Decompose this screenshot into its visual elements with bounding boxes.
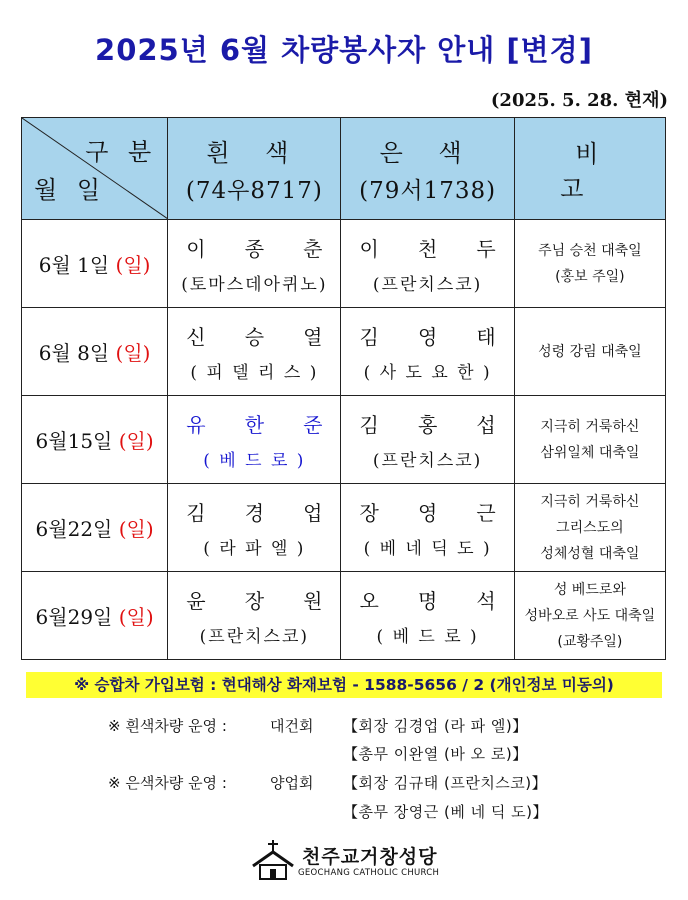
note-cell	[514, 572, 665, 660]
baptismal-name: (토마스데아퀴노)	[181, 274, 328, 295]
table-header-row	[22, 118, 666, 220]
name-char: 경	[244, 500, 265, 525]
baptismal-name: (프란치스코)	[372, 274, 483, 295]
baptismal-name: ( 사 도 요 한 )	[363, 362, 492, 383]
note-line: 삼위일체 대축일	[540, 444, 640, 461]
name-char: 장	[359, 500, 379, 525]
church-icon	[250, 838, 296, 882]
white-car-name: 흰 색	[206, 138, 303, 167]
name-char: 홍	[417, 412, 438, 437]
name-char: 종	[244, 236, 265, 261]
note-cell	[514, 308, 665, 396]
name-char: 열	[303, 324, 323, 349]
name-char: 이	[186, 236, 206, 261]
name-char: 석	[476, 588, 496, 613]
note-line: 그리스도의	[556, 519, 624, 536]
baptismal-name: ( 베 드 로 )	[203, 450, 306, 471]
baptismal-name: ( 라 파 엘 )	[203, 538, 306, 559]
table-row	[22, 308, 666, 396]
insurance-notice: ※ 승합차 가입보험 : 현대해상 화재보험 - 1588-5656 / 2 (개인정보 미동의)	[26, 672, 662, 698]
volunteer-name	[341, 497, 513, 526]
baptismal-name: ( 피 델 리 스 )	[190, 362, 319, 383]
church-name-english: GEOCHANG CATHOLIC CHURCH	[298, 868, 440, 878]
name-char: 장	[244, 588, 265, 613]
note-line: 성 베드로와	[553, 581, 626, 598]
name-char: 김	[359, 324, 379, 349]
note-line: 지극히 거룩하신	[540, 493, 640, 510]
volunteer-name	[341, 409, 513, 438]
white-operation-group: 대건회	[270, 717, 314, 735]
baptismal-name: (프란치스코)	[199, 626, 310, 647]
name-char: 한	[244, 412, 265, 437]
name-char: 승	[244, 324, 265, 349]
note-cell	[514, 220, 665, 308]
white-car-volunteer-cell	[168, 396, 341, 484]
white-car-volunteer-cell	[168, 484, 341, 572]
name-char: 신	[186, 324, 206, 349]
date-text: 6월29일	[35, 605, 119, 629]
day-of-week: (일)	[118, 605, 154, 629]
date-cell	[22, 308, 168, 396]
volunteer-name	[341, 233, 513, 262]
note-line: 지극히 거룩하신	[540, 418, 640, 435]
volunteer-name	[168, 409, 340, 438]
baptismal-name: (프란치스코)	[372, 450, 483, 471]
date-cell	[22, 220, 168, 308]
silver-car-volunteer-cell	[341, 396, 514, 484]
white-operation-president: 【회장 김경업 (라 파 엘)】	[343, 717, 528, 735]
note-cell	[514, 484, 665, 572]
note-header-label: 비 고	[560, 139, 635, 203]
white-operation-label: ※ 흰색차량 운영 :	[108, 717, 227, 735]
note-header	[514, 118, 665, 220]
volunteer-name	[341, 585, 513, 614]
white-car-volunteer-cell	[168, 308, 341, 396]
note-line: 성체성혈 대축일	[540, 545, 640, 562]
note-line: 주님 승천 대축일	[538, 242, 642, 259]
date-label: 월 일	[34, 176, 106, 204]
silver-operation-president: 【회장 김규태 (프란치스코)】	[343, 774, 548, 792]
silver-car-header	[341, 118, 514, 220]
white-operation-line-1	[0, 715, 688, 739]
name-char: 명	[417, 588, 438, 613]
name-char: 김	[186, 500, 206, 525]
name-char: 오	[359, 588, 379, 613]
name-char: 윤	[186, 588, 206, 613]
note-line: 성바오로 사도 대축일	[524, 607, 656, 624]
table-row	[22, 396, 666, 484]
volunteer-name	[168, 497, 340, 526]
name-char: 업	[303, 500, 323, 525]
name-char: 태	[476, 324, 496, 349]
name-char: 영	[417, 500, 438, 525]
name-char: 준	[303, 412, 323, 437]
note-line: 성령 강림 대축일	[538, 343, 642, 360]
note-line: (홍보 주일)	[555, 268, 625, 285]
volunteer-name	[341, 321, 513, 350]
day-of-week: (일)	[118, 517, 154, 541]
baptismal-name: ( 베 드 로 )	[376, 626, 479, 647]
volunteer-schedule-table	[21, 117, 666, 660]
as-of-date: (2025. 5. 28. 현재)	[490, 90, 668, 111]
name-char: 김	[359, 412, 379, 437]
silver-car-volunteer-cell	[341, 308, 514, 396]
silver-car-name: 은 색	[379, 138, 476, 167]
date-cell	[22, 572, 168, 660]
white-car-plate: (74우8717)	[185, 177, 323, 204]
silver-car-volunteer-cell	[341, 484, 514, 572]
date-text: 6월22일	[35, 517, 119, 541]
name-char: 춘	[303, 236, 323, 261]
name-char: 원	[303, 588, 323, 613]
name-char: 두	[476, 236, 496, 261]
name-char: 유	[186, 412, 206, 437]
table-row	[22, 572, 666, 660]
silver-operation-secretary: 【총무 장영근 (베 네 딕 도)】	[343, 803, 548, 821]
day-of-week: (일)	[115, 341, 151, 365]
date-text: 6월15일	[35, 429, 119, 453]
name-char: 천	[417, 236, 438, 261]
church-name: 천주교거창성당	[302, 846, 438, 868]
date-text: 6월 1일	[38, 253, 116, 277]
table-row	[22, 220, 666, 308]
name-char: 근	[476, 500, 496, 525]
white-operation-line-2	[0, 743, 688, 767]
volunteer-name	[168, 233, 340, 262]
church-logo	[250, 838, 450, 884]
date-text: 6월 8일	[38, 341, 116, 365]
date-cell	[22, 396, 168, 484]
silver-operation-label: ※ 은색차량 운영 :	[108, 774, 227, 792]
volunteer-name	[168, 585, 340, 614]
white-car-header	[168, 118, 341, 220]
note-line: (교황주일)	[557, 633, 623, 650]
white-operation-secretary: 【총무 이완열 (바 오 로)】	[343, 745, 528, 763]
category-label: 구 분	[85, 138, 158, 166]
page-title: 2025년 6월 차량봉사자 안내 [변경]	[95, 33, 593, 67]
volunteer-name	[168, 321, 340, 350]
date-cell	[22, 484, 168, 572]
table-row	[22, 484, 666, 572]
silver-car-volunteer-cell	[341, 572, 514, 660]
name-char: 영	[417, 324, 438, 349]
white-car-volunteer-cell	[168, 220, 341, 308]
corner-header-cell	[22, 118, 168, 220]
silver-operation-group: 양업회	[270, 774, 314, 792]
silver-operation-line-1	[0, 772, 688, 796]
silver-operation-line-2	[0, 801, 688, 825]
white-car-volunteer-cell	[168, 572, 341, 660]
day-of-week: (일)	[118, 429, 154, 453]
baptismal-name: ( 베 네 딕 도 )	[363, 538, 492, 559]
silver-car-plate: (79서1738)	[359, 177, 497, 204]
silver-car-volunteer-cell	[341, 220, 514, 308]
name-char: 섭	[476, 412, 496, 437]
name-char: 이	[359, 236, 379, 261]
day-of-week: (일)	[115, 253, 151, 277]
note-cell	[514, 396, 665, 484]
